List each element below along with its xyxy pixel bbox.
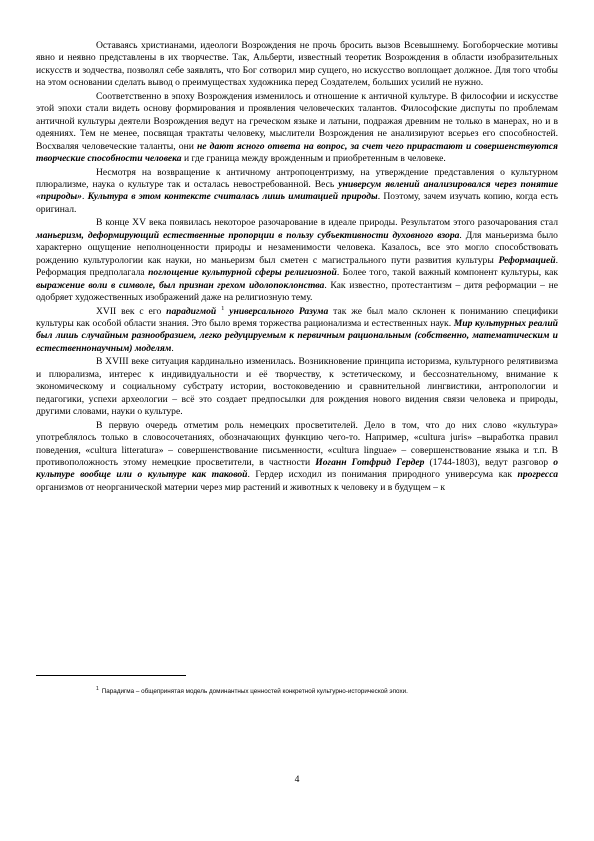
paragraph xyxy=(36,356,558,418)
emphasized-text: поглощение культурной сферы религиозной xyxy=(148,267,337,279)
text-segment: так же был мало склонен к пониманию специфики культуры как особой области знания. Это было время торжества рационализма и естественных наук. xyxy=(36,305,558,329)
text-segment: В XVIII веке ситуация кардинально изменилась. Возникновение принципа историзма, культурного релятивизма и плюрализма, интерес к индивидуальности и её творчеству, к эстетическому, и бессознательному, внимание к экономическому и социальному субстрату истории, востоковедению и сравнительной лингвистики, антропологии и педагогики, успехи археологии – всё это создает предпосылки для рождения нового видения связи человека и природы, другими словами, науки о культуре. xyxy=(36,356,558,418)
footnote-reference: 1 xyxy=(221,304,225,312)
footnote-marker: 1 xyxy=(96,685,99,692)
text-segment: . Гердер исходил из понимания природного универсума как xyxy=(247,469,518,481)
text-segment: В конце XV века появилась некоторое разочарование в идеале природы. Результатом этого разочарования стал xyxy=(96,217,558,229)
emphasized-text: выражение воли в символе, был признан грехом идолопоклонства xyxy=(36,279,325,291)
footnote-separator xyxy=(36,675,186,676)
emphasized-text: не дают ясного ответа на вопрос, за счет чего прирастают и совершенствуются творческие способности человека xyxy=(36,140,558,165)
text-segment: Несмотря на возвращение к античному антропоцентризму, на утверждение представления о культурном плюрализме, наука о культуре так и осталась невостребованной. Весь xyxy=(36,166,558,190)
text-segment: и где граница между врожденным и приобретенным в человеке. xyxy=(181,153,446,165)
text-segment: . Поэтому, зачем изучать копию, когда есть оригинал. xyxy=(36,191,558,215)
emphasized-text: универсального Разума xyxy=(229,305,329,317)
emphasized-text: маньеризм, деформирующий естественные пропорции в пользу субъективности духовного взора xyxy=(36,229,460,241)
paragraph xyxy=(36,306,558,356)
emphasized-text: универсум явлений анализировался через понятие «природы» xyxy=(36,178,559,203)
emphasized-text: прогресса xyxy=(517,469,558,481)
text-segment: . Как известно, протестантизм – дитя реформации – не одобряет художественных изображений даже на религиозную тему. xyxy=(36,279,558,304)
text-segment: Соответственно в эпоху Возрождения изменилось и отношение к античной культуре. В философии и искусстве этой эпохи стали видеть основу формирования и проявления человеческих талантов. Философские диспуты по проблемам античной культуры деятели Возрождения ведут на греческом языке и латыни, подражая древним не только в манерах, но и в одеяниях. Тем не менее, посвящая трактаты человеку, мыслители Возрождения не анализируют всерьез его способностей. Восхваляя человеческие таланты, они xyxy=(36,90,558,152)
text-segment: Оставаясь христианами, идеологи Возрождения не прочь бросить вызов Всевышнему. Богоборческие мотивы явно и неявно представлены в их творчестве. Так, Альберти, известный теоретик Возрождения в области изобразительных искусств и зодчества, позволял себе заявлять, что Бог сотворил мир сущего, но искусство воплощает должное. Для того чтобы на этом основании сделать вывод о преимуществах художника перед Создателем, больших усилий не нужно. xyxy=(36,40,558,89)
text-segment: (1744-1803), ведут разговор xyxy=(424,456,554,468)
page-number: 4 xyxy=(294,774,300,785)
emphasized-text: Мир культурных реалий был лишь случайным разнообразием, легко редуцируемым к первичным рациональным (собственно, математическим и естественнонаучным) моделям xyxy=(36,317,558,354)
text-segment: В первую очередь отметим роль немецких просветителей. Дело в том, что до них слово «культура» употреблялось только в словосочетаниях, обозначающих функцию чего-то. Например, «cultura juris» –выработка правил поведения, «cultura litteratura» – совершенствование письменности, «cultura linguae» – совершенствование языка и т.п. В противоположность этому немецкие просветители, в частности xyxy=(36,419,558,468)
paragraph xyxy=(36,91,558,166)
text-segment: . Для маньеризма было характерно ощущение неполноценности природы и незаменимости человека. Казалось, все это могло способствовать рождению культурологии как науки, но маньеризм был сметен с магистрального пути развития культуры xyxy=(36,229,558,266)
emphasized-text: о культуре вообще или о культуре как таковой xyxy=(36,456,558,481)
paragraph xyxy=(36,167,558,217)
emphasized-text: Иоганн Готфрид Гердер xyxy=(315,456,425,468)
text-segment: организмов от неорганической материи через мир растений и животных к человеку и в будущем – к xyxy=(36,481,446,493)
paragraph xyxy=(36,40,558,90)
text-segment: . xyxy=(171,342,174,354)
body-text xyxy=(36,40,558,494)
footnote-text: Парадигма – общепринятая модель доминантных ценностей конкретной культурно-исторической эпохи. xyxy=(101,688,408,695)
text-segment: . Более того, такой важный компонент культуры, как xyxy=(336,267,559,279)
emphasized-text: парадигмой xyxy=(166,305,217,317)
text-segment: XVII век с его xyxy=(96,305,167,317)
paragraph xyxy=(36,420,558,495)
paragraph xyxy=(36,217,558,304)
text-segment: . xyxy=(81,191,88,203)
text-segment: . Реформация предполагала xyxy=(36,254,558,279)
emphasized-text: Реформацией xyxy=(498,254,556,266)
emphasized-text: Культура в этом контексте считалась лишь имитацией природы xyxy=(87,191,378,203)
footnote xyxy=(96,685,566,696)
